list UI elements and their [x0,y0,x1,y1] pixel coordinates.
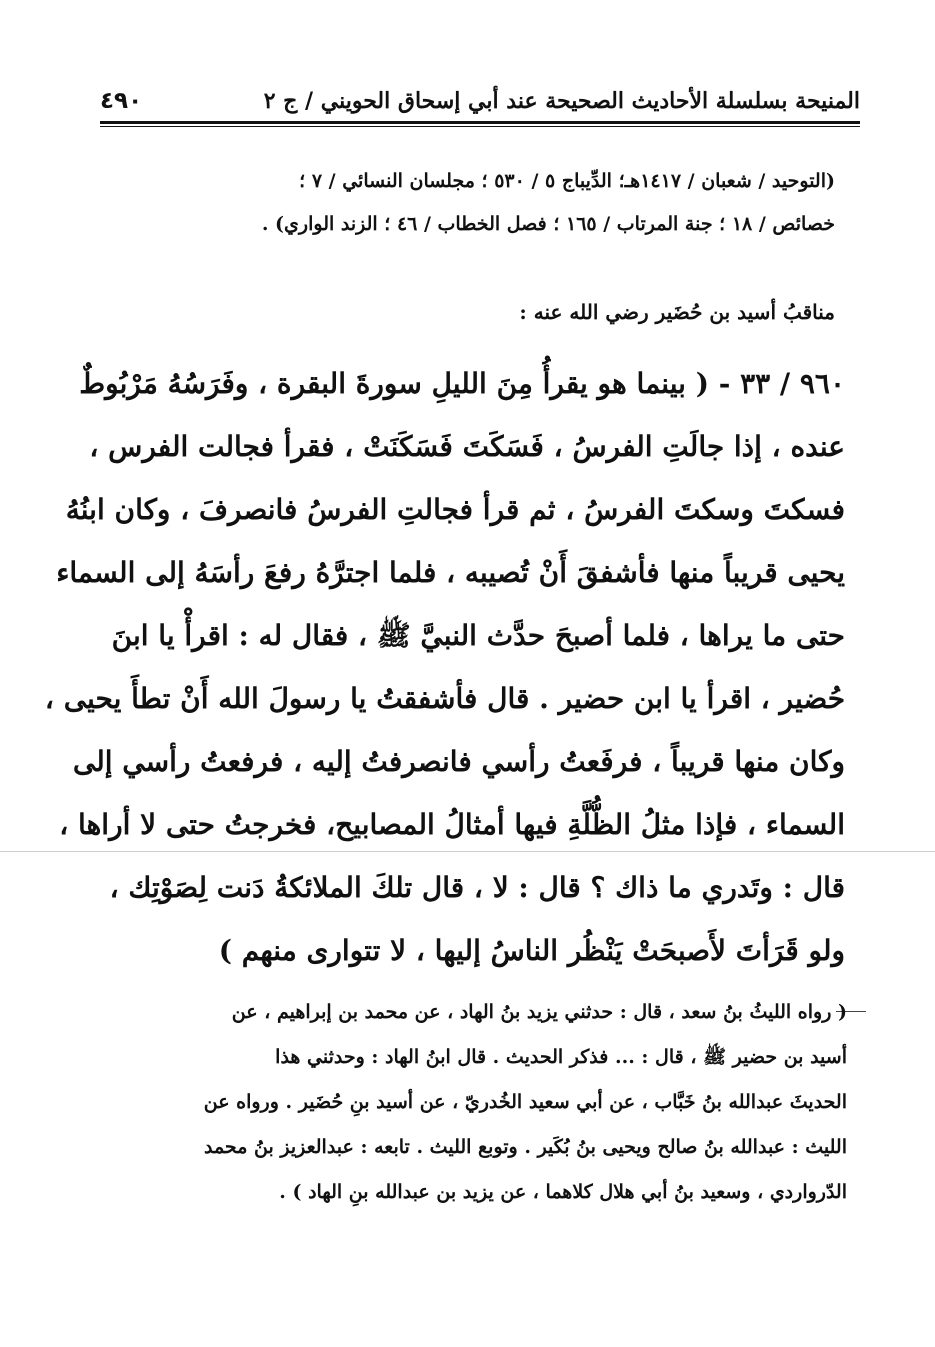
references-block [135,160,835,246]
hadith-line: حتى ما يراها ، فلما أصبحَ حدَّث النبيَّ ﷺ ، فقال له : اقرأْ يا ابنَ [111,619,845,652]
takhrij-line: الليث : عبدالله بنُ صالح ويحيى بنُ بُكَير . وتوبع الليث . تابعه : عبدالعزيز بنُ محمد [203,1136,847,1158]
hadith-line: قال : وتَدري ما ذاك ؟ قال : لا ، قال تلكَ الملائكةُ دَنت لِصَوْتِك ، [109,871,845,904]
hadith-line: يحيى قريباً منها فأشفقَ أَنْ تُصيبه ، فلما اجترَّهُ رفعَ رأسَهُ إلى السماء [56,556,845,589]
takhrij-line: ( رواه الليثُ بنُ سعد ، قال : حدثني يزيد بنُ الهاد ، عن محمد بن إبراهيم ، عن [231,1001,847,1023]
takhrij-line: الدّرواردي ، وسعيد بنُ أبي هلال كلاهما ، عن يزيد بن عبدالله بنِ الهاد ) . [279,1181,847,1203]
page-number: ٤٩٠ [100,88,143,114]
references-line: خصائص / ١٨ ؛ جنة المرتاب / ١٦٥ ؛ فصل الخطاب / ٤٦ ؛ الزند الواري) . [261,213,835,235]
hadith-text [44,352,845,982]
scan-artifact-line [0,851,935,852]
takhrij-line: أسيد بن حضير ﷺ ، قال : ... فذكر الحديث . قال ابنُ الهاد : وحدثني هذا [275,1046,847,1068]
hadith-line: عنده ، إذا جالَتِ الفرسُ ، فَسَكَتَ فَسَكَنَتْ ، فقرأ فجالت الفرس ، [89,430,845,463]
hadith-line: ولو قَرَأتَ لأَصبحَتْ يَنْظُر الناسُ إليها ، لا تتوارى منهم ) [218,934,845,967]
hadith-line: وكان منها قريباً ، فرفَعتُ رأسي فانصرفتُ إليه ، فرفعتُ رأسي إلى [72,745,845,778]
hadith-line: ٩٦٠ / ٣٣ - ( بينما هو يقرأُ مِنَ الليلِ سورةَ البقرة ، وفَرَسُهُ مَرْبُوطٌ [79,367,845,400]
section-heading: مناقبُ أسيد بن حُضَير رضي الله عنه : [519,300,835,324]
hadith-line: حُضير ، اقرأ يا ابن حضير . قال فأشفقتُ يا رسولَ الله أَنْ تطأَ يحيى ، [44,682,845,715]
page-header [100,74,860,114]
header-rule-thick [100,121,860,124]
takhrij-line: الحديثَ عبدالله بنُ خَبَّاب ، عن أبي سعيد الخُدريّ ، عن أسيد بنِ حُضَير . ورواه عن [203,1091,847,1113]
takhrij-block [132,990,847,1215]
running-title: المنيحة بسلسلة الأحاديث الصحيحة عند أبي إسحاق الحويني / ج ٢ [263,88,860,114]
header-rule-thin [100,126,860,127]
references-line: (التوحيد / شعبان / ١٤١٧هـ؛ الدِّيباج ٥ / ٥٣٠ ؛ مجلسان النسائي / ٧ ؛ [299,170,835,192]
hadith-line: السماء ، فإذا مثلُ الظُّلَّةِ فيها أمثالُ المصابيح، فخرجتُ حتى لا أراها ، [59,808,845,841]
hadith-line: فسكتَ وسكتَ الفرسُ ، ثم قرأ فجالتِ الفرسُ فانصرفَ ، وكان ابنُهُ [65,493,845,526]
